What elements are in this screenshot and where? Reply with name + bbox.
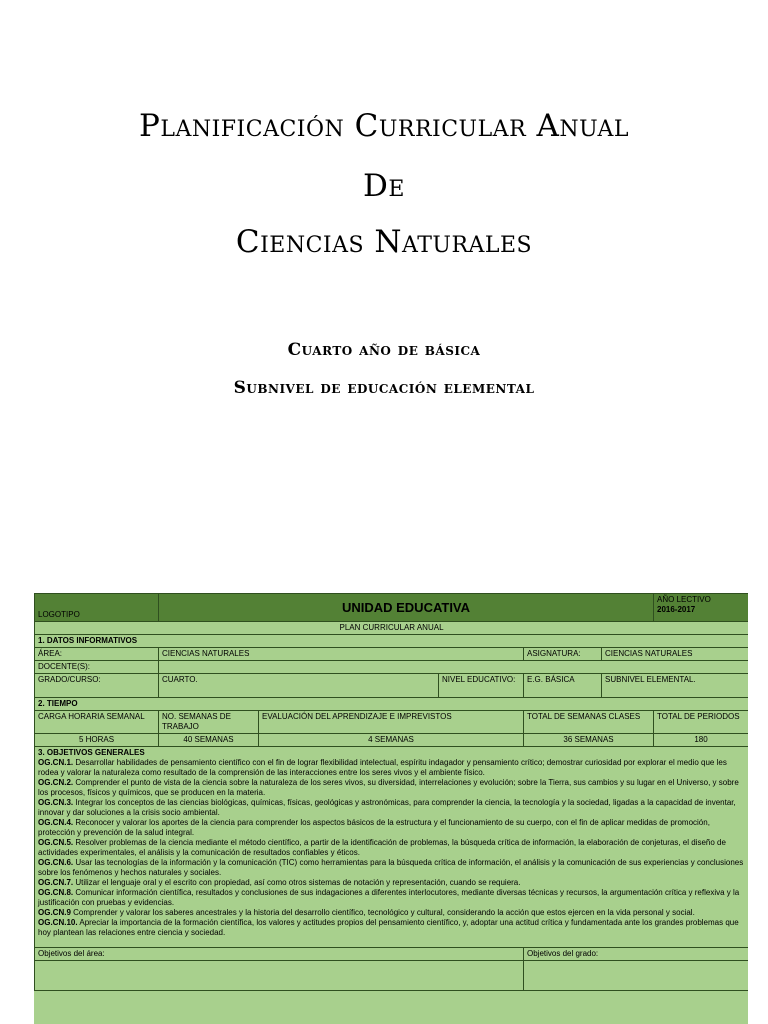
objetivo-code: OG.CN.1. <box>38 758 74 767</box>
objetivos-grado-label: Objetivos del grado: <box>524 948 749 961</box>
objetivo-item <box>38 838 745 858</box>
docente-value <box>159 661 749 674</box>
objetivo-text: Comprender el punto de vista de la ciencia sobre la naturaleza de los seres vivos, su diversidad, interrelaciones y evolución; sobre la Tierra, sus cambios y su lugar en el Universo, y sobre los procesos, físicos y químicos, que se producen en la materia. <box>38 778 739 797</box>
nivel-value: E.G. BÁSICA <box>524 674 602 698</box>
col-carga-horaria: CARGA HORARIA SEMANAL <box>35 711 159 734</box>
asignatura-value: CIENCIAS NATURALES <box>602 648 749 661</box>
objetivo-item <box>38 878 745 888</box>
objetivo-text: Integrar los conceptos de las ciencias biológicas, químicas, físicas, geológicas y astronómicas, para comprender la ciencia, la tecnología y la sociedad, ligadas a la capacidad de inventar, innovar y dar soluciones a la crisis socio ambiental. <box>38 798 736 817</box>
objetivo-code: OG.CN.7. <box>38 878 74 887</box>
objetivo-item <box>38 918 745 938</box>
val-total-periodos: 180 <box>654 734 749 747</box>
section-datos-informativos: 1. DATOS INFORMATIVOS <box>35 635 749 648</box>
anio-lectivo-cell <box>654 594 749 622</box>
plan-table-container <box>34 593 748 1024</box>
grado-label: GRADO/CURSO: <box>35 674 159 698</box>
objetivo-text: Reconocer y valorar los aportes de la ciencia para comprender los aspectos básicos de la estructura y el funcionamiento de su cuerpo, con el fin de aplicar medidas de promoción, protección y prevención de la salud integral. <box>38 818 710 837</box>
objetivo-text: Comprender y valorar los saberes ancestrales y la historia del desarrollo científico, tecnológico y cultural, considerando la acción que estos ejercen en la vida personal y social. <box>70 908 695 917</box>
objetivo-item <box>38 798 745 818</box>
objetivo-item <box>38 818 745 838</box>
objetivo-code: OG.CN.6. <box>38 858 74 867</box>
nivel-label: NIVEL EDUCATIVO: <box>439 674 524 698</box>
area-label: ÁREA: <box>35 648 159 661</box>
objetivo-item <box>38 778 745 798</box>
col-total-semanas: TOTAL DE SEMANAS CLASES <box>524 711 654 734</box>
subtitle-grade: Cuarto año de básica <box>287 340 481 360</box>
objetivo-code: OG.CN.9 <box>38 908 71 917</box>
docente-label: DOCENTE(S): <box>35 661 159 674</box>
val-semanas-trabajo: 40 SEMANAS <box>159 734 259 747</box>
plan-table <box>34 593 748 991</box>
title-line-3: Ciencias Naturales <box>235 224 533 260</box>
grado-value: CUARTO. <box>159 674 439 698</box>
subtitle-level: Subnivel de educación elemental <box>233 378 535 398</box>
subnivel-value: SUBNIVEL ELEMENTAL. <box>602 674 749 698</box>
col-total-periodos: TOTAL DE PERIODOS <box>654 711 749 734</box>
objetivo-code: OG.CN.10. <box>38 918 78 927</box>
objetivo-code: OG.CN.2. <box>38 778 74 787</box>
objetivo-text: Apreciar la importancia de la formación científica, los valores y actitudes propios del pensamiento científico, y, adoptar una actitud crítica y fundamentada ante los grandes problemas que hoy plantean las relaciones entre ciencia y sociedad. <box>38 918 739 937</box>
objetivos-list <box>38 758 745 938</box>
objetivos-area-value <box>35 961 524 991</box>
objetivo-code: OG.CN.5. <box>38 838 74 847</box>
objetivo-item <box>38 758 745 778</box>
val-total-semanas: 36 SEMANAS <box>524 734 654 747</box>
anio-lectivo-label: AÑO LECTIVO <box>657 595 711 604</box>
anio-lectivo-value: 2016-2017 <box>657 605 696 614</box>
objetivo-text: Utilizar el lenguaje oral y el escrito con propiedad, así como otros sistemas de notación y representación, cuando se requiera. <box>73 878 521 887</box>
plan-curricular-row: PLAN CURRICULAR ANUAL <box>35 622 749 635</box>
objetivo-text: Desarrollar habilidades de pensamiento científico con el fin de lograr flexibilidad intelectual, espíritu indagador y pensamiento crítico; demostrar curiosidad por explorar el medio que les rodea y valorar la naturaleza como resultado de la comprensión de las interacciones entre los seres vivos y el ambiente físico. <box>38 758 727 777</box>
title-line-1: Planificación Curricular Anual <box>138 108 629 144</box>
objetivo-item <box>38 858 745 878</box>
unidad-educativa-header: UNIDAD EDUCATIVA <box>159 594 654 622</box>
logo-cell: LOGOTIPO <box>35 594 159 622</box>
val-carga-horaria: 5 HORAS <box>35 734 159 747</box>
objetivos-grado-value <box>524 961 749 991</box>
objetivo-text: Resolver problemas de la ciencia mediante el método científico, a partir de la identificación de problemas, la búsqueda crítica de información, la elaboración de conjeturas, el diseño de actividades experimentales, el análisis y la comunicación de resultados confiables y éticos. <box>38 838 726 857</box>
val-evaluacion: 4 SEMANAS <box>259 734 524 747</box>
col-evaluacion: EVALUACIÓN DEL APRENDIZAJE E IMPREVISTOS <box>259 711 524 734</box>
objetivos-area-label: Objetivos del área: <box>35 948 524 961</box>
asignatura-label: ASIGNATURA: <box>524 648 602 661</box>
objetivo-text: Comunicar información científica, resultados y conclusiones de sus indagaciones a diferentes interlocutores, mediante diversas técnicas y recursos, la argumentación crítica y reflexiva y la justificación con pruebas y evidencias. <box>38 888 740 907</box>
objetivo-text: Usar las tecnologías de la información y la comunicación (TIC) como herramientas para la búsqueda crítica de información, el análisis y la comunicación de sus experiencias y conclusiones sobre los fenómenos y hechos naturales y sociales. <box>38 858 744 877</box>
section-objetivos-generales: 3. OBJETIVOS GENERALES <box>38 748 145 757</box>
objetivo-code: OG.CN.8. <box>38 888 74 897</box>
objetivo-code: OG.CN.3. <box>38 798 74 807</box>
objetivo-code: OG.CN.4. <box>38 818 74 827</box>
objetivo-item <box>38 908 745 918</box>
objetivos-generales-cell <box>35 747 749 948</box>
title-line-2: De <box>363 168 405 204</box>
section-tiempo: 2. TIEMPO <box>35 698 749 711</box>
objetivo-item <box>38 888 745 908</box>
area-value: CIENCIAS NATURALES <box>159 648 524 661</box>
col-semanas-trabajo: NO. SEMANAS DE TRABAJO <box>159 711 259 734</box>
